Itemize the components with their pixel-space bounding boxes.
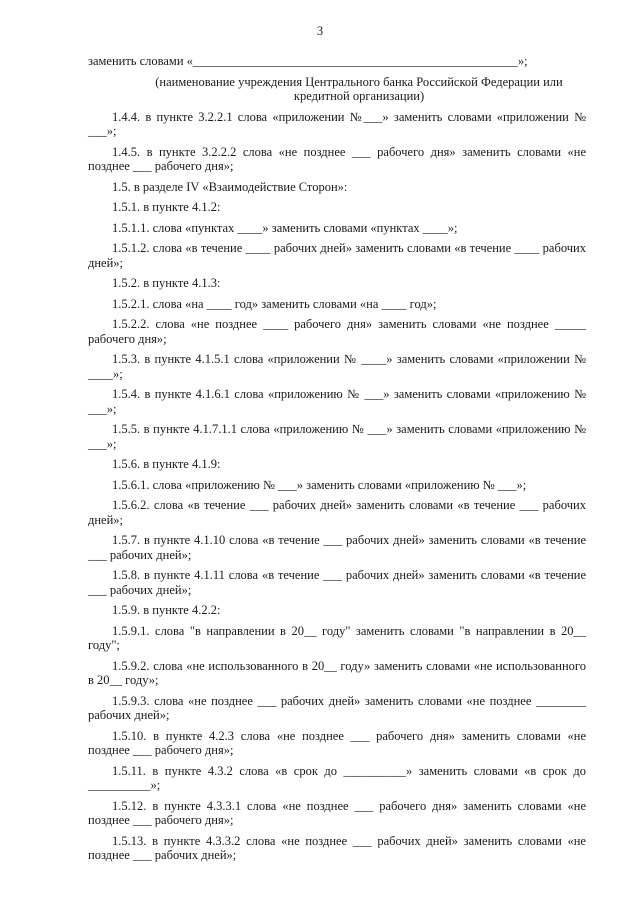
paragraph: 1.5.2. в пункте 4.1.3: bbox=[112, 276, 221, 290]
paragraph: 1.5.13. в пункте 4.3.3.2 слова «не позднее ___ рабочих дней» заменить словами «не позднее ___ рабочих дней»; bbox=[88, 833, 586, 862]
paragraph: 1.5.11. в пункте 4.3.2 слова «в срок до __________» заменить словами «в срок до __________»; bbox=[88, 763, 586, 792]
paragraph: 1.5.9.2. слова «не использованного в 20__ году» заменить словами «не использованного в 20__ году»; bbox=[88, 658, 586, 687]
paragraph: 1.5.2.1. слова «на ____ год» заменить словами «на ____ год»; bbox=[112, 296, 437, 311]
paragraph: 1.5.3. в пункте 4.1.5.1 слова «приложении № ____» заменить словами «приложении № ____»; bbox=[88, 352, 586, 381]
paragraph-note: (наименование учреждения Центрального банка Российской Федерации или кредитной организации) bbox=[155, 74, 563, 103]
paragraph: 1.5.7. в пункте 4.1.10 слова «в течение ___ рабочих дней» заменить словами «в течение ___ рабочих дней»; bbox=[88, 533, 586, 562]
paragraph: 1.5. в разделе IV «Взаимодействие Сторон»: bbox=[112, 179, 348, 194]
paragraph: 1.5.6. в пункте 4.1.9: bbox=[112, 457, 221, 471]
paragraph: 1.5.6.1. слова «приложению № ___» заменить словами «приложению № ___»; bbox=[112, 477, 527, 492]
paragraph: 1.5.5. в пункте 4.1.7.1.1 слова «приложению № ___» заменить словами «приложению № ___»; bbox=[88, 422, 586, 451]
paragraph: 1.5.9.3. слова «не позднее ___ рабочих дней» заменить словами «не позднее ________ рабочих дней»; bbox=[88, 693, 586, 722]
page-number: 3 bbox=[316, 24, 324, 38]
paragraph: 1.5.6.2. слова «в течение ___ рабочих дней» заменить словами «в течение ___ рабочих дней»; bbox=[88, 498, 586, 527]
paragraph: 1.5.1. в пункте 4.1.2: bbox=[112, 200, 221, 214]
paragraph: 1.5.9.1. слова "в направлении в 20__ году" заменить словами "в направлении в 20__ году"; bbox=[88, 623, 586, 652]
paragraph: 1.5.8. в пункте 4.1.11 слова «в течение ___ рабочих дней» заменить словами «в течение ___ рабочих дней»; bbox=[88, 568, 586, 597]
paragraph: 1.5.1.2. слова «в течение ____ рабочих дней» заменить словами «в течение ____ рабочих дней»; bbox=[88, 241, 586, 270]
paragraph: 1.5.4. в пункте 4.1.6.1 слова «приложению № ___» заменить словами «приложению № ___»; bbox=[88, 387, 586, 416]
paragraph: 1.5.1.1. слова «пунктах ____» заменить словами «пунктах ____»; bbox=[112, 220, 458, 235]
paragraph: 1.5.2.2. слова «не позднее ____ рабочего дня» заменить словами «не позднее _____ рабочего дня»; bbox=[88, 317, 586, 346]
paragraph: 1.5.10. в пункте 4.2.3 слова «не позднее ___ рабочего дня» заменить словами «не позднее ___ рабочего дня»; bbox=[88, 728, 586, 757]
paragraph: 1.5.12. в пункте 4.3.3.1 слова «не позднее ___ рабочего дня» заменить словами «не позднее ___ рабочего дня»; bbox=[88, 798, 586, 827]
paragraph: 1.5.9. в пункте 4.2.2: bbox=[112, 603, 221, 617]
paragraph: заменить словами «____________________________________________________»; bbox=[88, 54, 528, 68]
document-body bbox=[88, 54, 586, 869]
paragraph: 1.4.4. в пункте 3.2.2.1 слова «приложении №___» заменить словами «приложении № ___»; bbox=[88, 109, 586, 138]
paragraph: 1.4.5. в пункте 3.2.2.2 слова «не позднее ___ рабочего дня» заменить словами «не позднее ___ рабочего дня»; bbox=[88, 144, 586, 173]
